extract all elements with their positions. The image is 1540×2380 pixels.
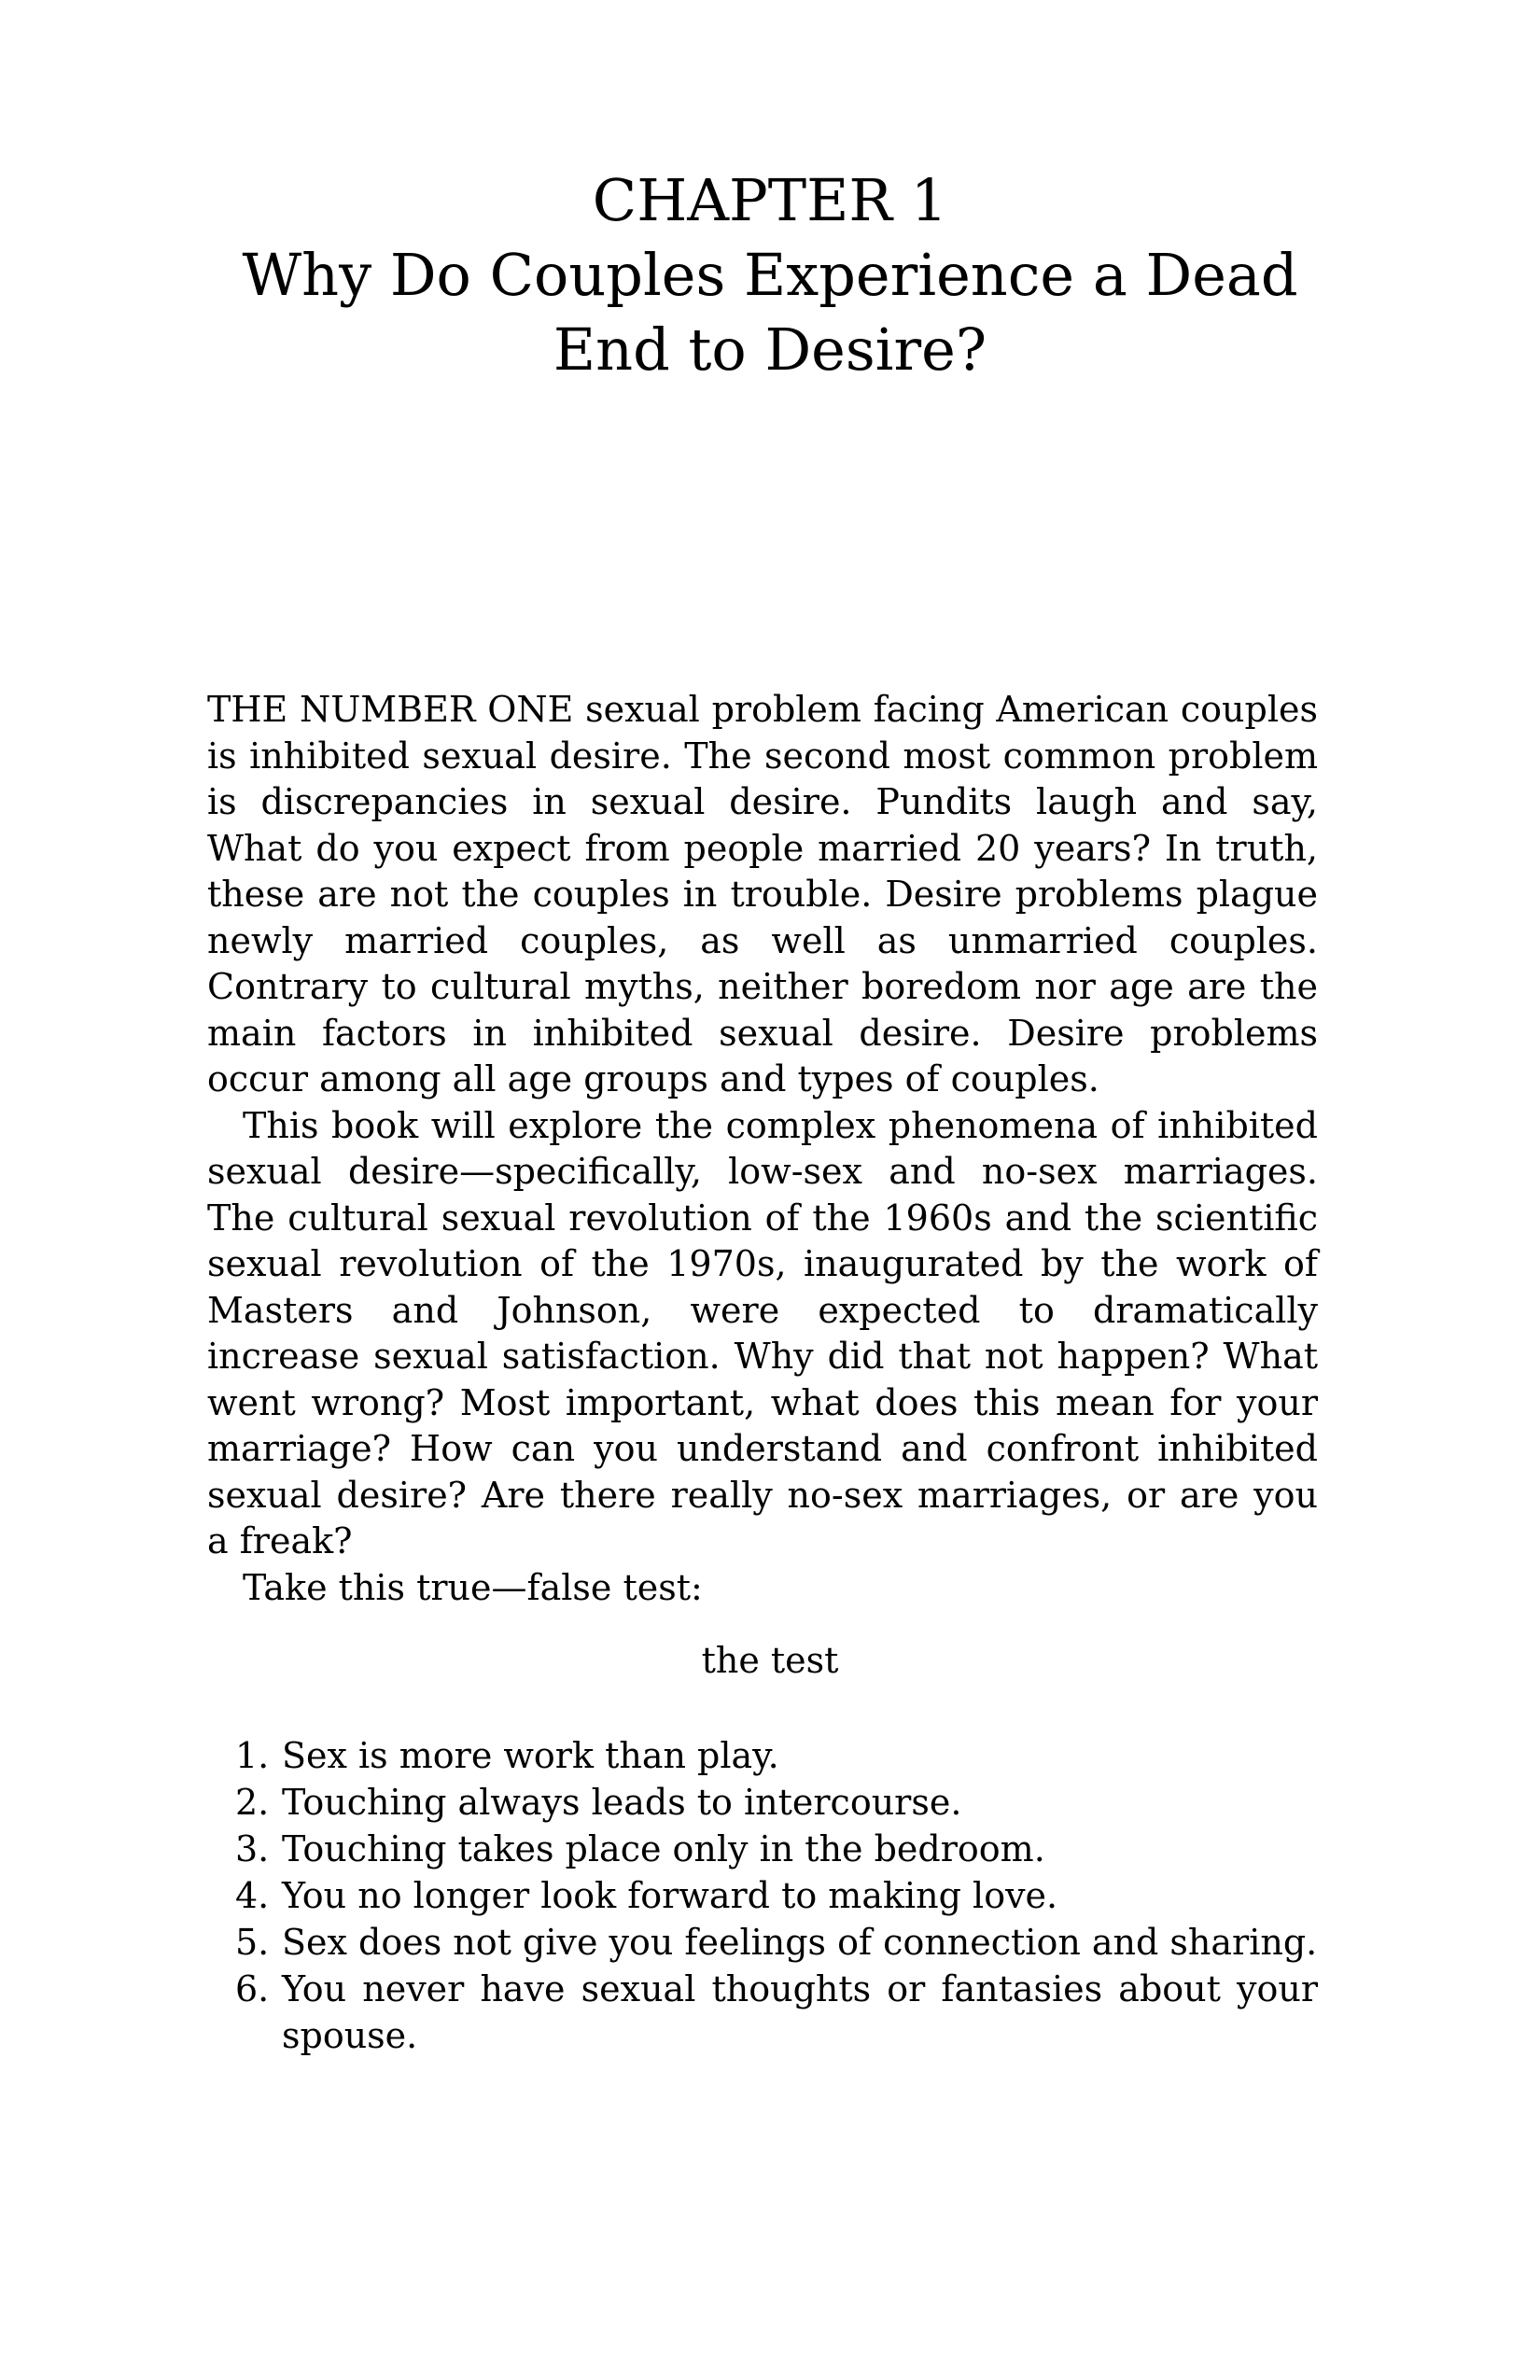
test-title: the test [701,1640,839,1681]
paragraph-book-overview: This book will explore the complex phenomena of inhibited sexual desire—specifically, low-sex and no-sex marriages. The cultural sexual revolution of the 1960s and the scientific sexual revolution of the 1970s, inaugurated by the work of Masters and Johnson, were expected to dramatically increase sexual satisfaction. Why did that not happen? What went wrong? Most important, what does this mean for your marriage? How can you understand and confront inhibited sexual desire? Are there really no-sex marriages, or are you a freak? [207,1104,1318,1561]
test-item-number: 5. [235,1922,270,1963]
test-item-text: Touching takes place only in the bedroom. [282,1828,1045,1869]
test-item-text: You never have sexual thoughts or fantasies about your spouse. [282,1968,1318,2056]
test-item-text: You no longer look forward to making love. [282,1875,1058,1916]
test-item-number: 6. [235,1968,270,2009]
test-item [235,1779,1318,1826]
paragraph-test-intro: Take this true—false test: [243,1566,703,1608]
test-list [235,1732,1318,2059]
test-item [235,1826,1318,1872]
chapter-title-line-2: End to Desire? [553,315,987,384]
chapter-heading [0,163,1540,387]
chapter-label: CHAPTER 1 [592,166,948,234]
test-item [235,1919,1318,1966]
test-item-text: Sex is more work than play. [282,1735,779,1776]
test-item-number: 2. [235,1782,270,1823]
test-item-number: 1. [235,1735,270,1776]
paragraph-opening: THE NUMBER ONE sexual problem facing American couples is inhibited sexual desire. The second most common problem is discrepancies in sexual desire. Pundits laugh and say, What do you expect from people married 20 years? In truth, these are not the couples in trouble. Desire problems plague newly married couples, as well as unmarried couples. Contrary to cultural myths, neither boredom nor age are the main factors in inhibited sexual desire. Desire problems occur among all age groups and types of couples. [207,689,1318,1099]
chapter-title-line-1: Why Do Couples Experience a Dead [242,241,1298,309]
test-item-text: Sex does not give you feelings of connection and sharing. [282,1922,1318,1963]
test-item [235,1966,1318,2059]
test-item [235,1732,1318,1779]
test-item-text: Touching always leads to intercourse. [282,1782,962,1823]
test-item-number: 4. [235,1875,270,1916]
chapter-body [207,687,1318,1611]
test-item-number: 3. [235,1828,270,1869]
test-item [235,1872,1318,1919]
